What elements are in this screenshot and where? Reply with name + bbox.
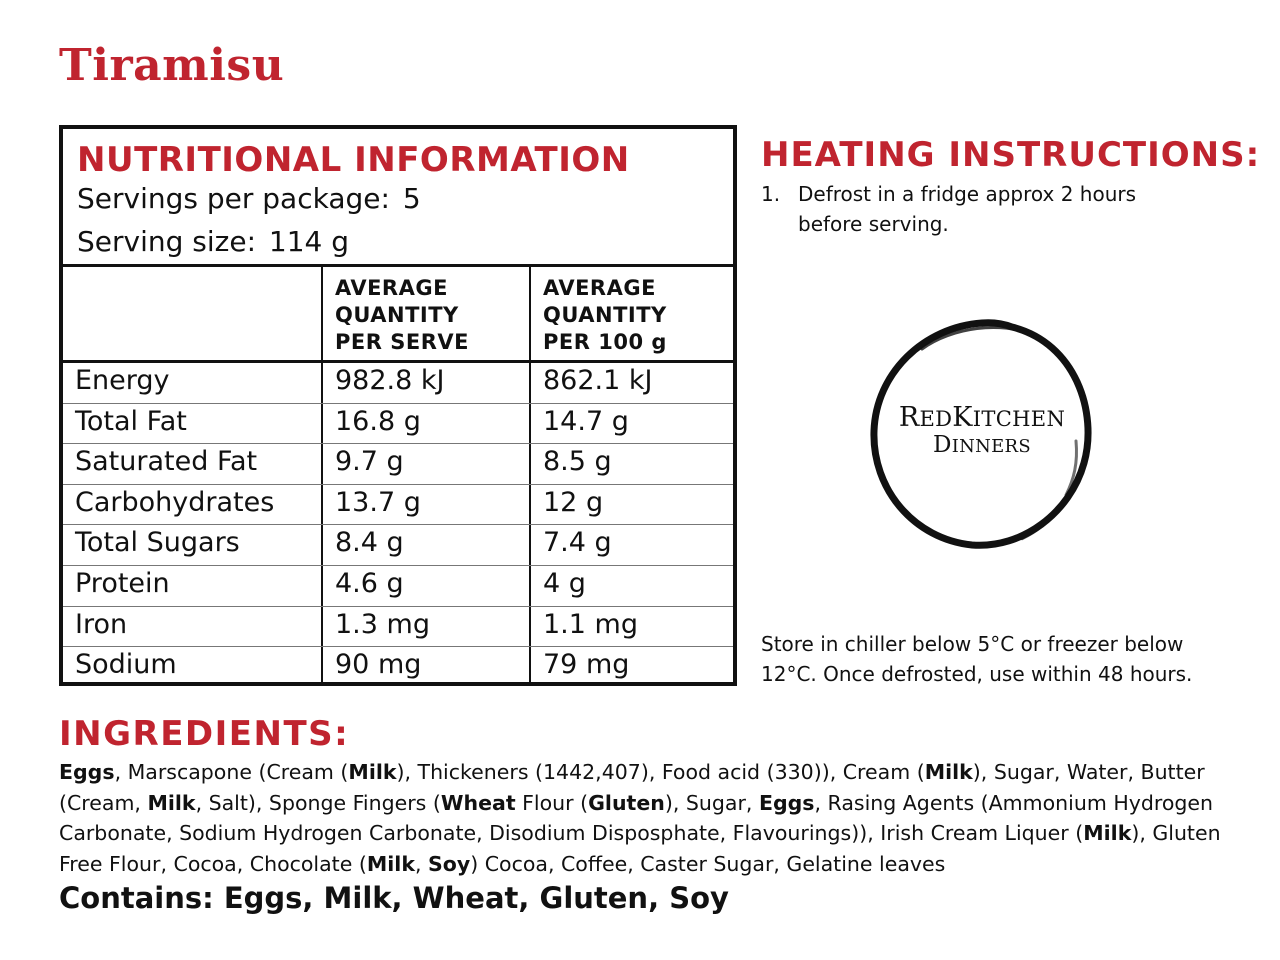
servings-value: 5	[402, 182, 421, 215]
per-100g-value: 7.4 g	[543, 527, 612, 559]
nutrition-panel	[59, 125, 737, 686]
per-serve-value: 16.8 g	[335, 405, 421, 437]
per-100g-value: 8.5 g	[543, 446, 612, 478]
header-line: AVERAGE	[335, 276, 448, 300]
per-100g-value: 862.1 kJ	[543, 365, 653, 396]
ingredients-heading: INGREDIENTS:	[59, 714, 350, 754]
allergen-text: Soy	[428, 851, 471, 876]
logo-line-2	[862, 432, 1102, 460]
ingredient-text: , Salt), Sponge Fingers (	[195, 790, 441, 815]
nutrient-name: Iron	[75, 608, 128, 640]
logo-letters: INNERS	[951, 436, 1031, 457]
table-row	[63, 566, 733, 607]
table-row	[63, 607, 733, 648]
allergen-text: Milk	[366, 851, 415, 876]
ingredient-text: , Marscapone (Cream (	[114, 760, 349, 784]
header-line: AVERAGE	[543, 276, 656, 300]
logo-line-1	[862, 402, 1102, 433]
heating-step	[761, 179, 1181, 239]
header-line: PER SERVE	[335, 330, 469, 354]
ingredient-text: ) Cocoa, Coffee, Caster Sugar, Gelatine leaves	[470, 851, 946, 876]
allergen-text: Milk	[924, 760, 973, 784]
logo-letters: ED	[919, 406, 953, 431]
step-number: 1.	[761, 182, 781, 206]
allergen-text: Gluten	[588, 790, 665, 815]
step-text: Defrost in a fridge approx 2 hours before serving.	[798, 182, 1137, 236]
allergen-text: Milk	[147, 790, 196, 815]
per-serve-value: 4.6 g	[335, 567, 404, 599]
allergen-text: Milk	[348, 760, 397, 784]
table-row	[63, 444, 733, 485]
logo-letter: D	[933, 432, 952, 458]
logo-letter: K	[952, 402, 973, 433]
column-header-per-serve	[335, 275, 469, 356]
header-line: PER 100 g	[543, 330, 667, 354]
product-title: Tiramisu	[59, 40, 285, 91]
brand-logo	[862, 313, 1102, 553]
per-serve-value: 8.4 g	[335, 527, 404, 559]
nutrition-header	[63, 129, 733, 267]
nutrition-heading: NUTRITIONAL INFORMATION	[77, 140, 630, 180]
column-header-per-100g	[543, 275, 667, 356]
nutrient-name: Total Sugars	[75, 527, 240, 559]
per-serve-value: 13.7 g	[335, 486, 421, 518]
ingredient-text: ,	[414, 851, 428, 876]
logo-letter: R	[898, 402, 920, 433]
per-serve-value: 9.7 g	[335, 446, 404, 478]
nutrient-name: Sodium	[75, 649, 177, 681]
per-100g-value: 1.1 mg	[543, 608, 638, 640]
allergen-text: Wheat	[440, 790, 516, 815]
allergen-text: Milk	[1083, 821, 1132, 845]
logo-wordmark	[862, 402, 1102, 460]
table-row	[63, 525, 733, 566]
per-100g-value: 79 mg	[543, 649, 630, 681]
ingredient-text: Flour (	[515, 790, 589, 815]
per-100g-value: 12 g	[543, 486, 604, 518]
serving-size	[77, 225, 349, 258]
ingredients-list	[59, 757, 1229, 879]
serving-size-label: Serving size:	[77, 225, 257, 258]
per-serve-value: 90 mg	[335, 649, 422, 681]
header-line: QUANTITY	[335, 303, 459, 327]
storage-instructions: Store in chiller below 5°C or freezer below 12°C. Once defrosted, use within 48 hours.	[761, 632, 1193, 686]
nutrient-name: Total Fat	[75, 405, 187, 437]
per-serve-value: 1.3 mg	[335, 608, 430, 640]
allergen-text: Eggs	[758, 790, 815, 815]
table-row	[63, 647, 733, 688]
servings-per-package	[77, 182, 421, 215]
ingredient-text: ), Thickeners (1442,407), Food acid (330)), Cream (	[396, 760, 925, 784]
ingredient-text: ), Sugar,	[664, 790, 759, 815]
serving-size-value: 114 g	[268, 225, 350, 258]
ingredient-text: , Rasing Agents (Ammonium Hydrogen Carbonate, Sodium Hydrogen Carbonate, Disodium Disposphate, Flavourings)), Irish Cream Liquer (	[59, 790, 1214, 845]
header-line: QUANTITY	[543, 303, 667, 327]
nutrient-name: Carbohydrates	[75, 486, 275, 518]
ingredient-text: ), Gluten Free Flour, Cocoa, Chocolate (	[59, 821, 1221, 876]
nutrient-name: Energy	[75, 365, 170, 396]
nutrition-column-headers	[63, 267, 733, 363]
table-row	[63, 404, 733, 445]
nutrient-name: Protein	[75, 567, 170, 599]
allergen-summary: Contains: Eggs, Milk, Wheat, Gluten, Soy	[59, 881, 729, 915]
logo-letters: ITCHEN	[972, 406, 1066, 431]
table-row	[63, 363, 733, 404]
allergen-text: Eggs	[59, 760, 115, 784]
servings-label: Servings per package:	[77, 182, 390, 215]
heating-heading: HEATING INSTRUCTIONS:	[761, 135, 1261, 175]
nutrition-rows	[63, 363, 733, 688]
ingredient-text: ), Sugar, Water, Butter (Cream,	[59, 760, 1205, 815]
table-row	[63, 485, 733, 526]
per-100g-value: 14.7 g	[543, 405, 629, 437]
per-serve-value: 982.8 kJ	[335, 365, 445, 396]
per-100g-value: 4 g	[543, 567, 586, 599]
nutrient-name: Saturated Fat	[75, 446, 258, 478]
